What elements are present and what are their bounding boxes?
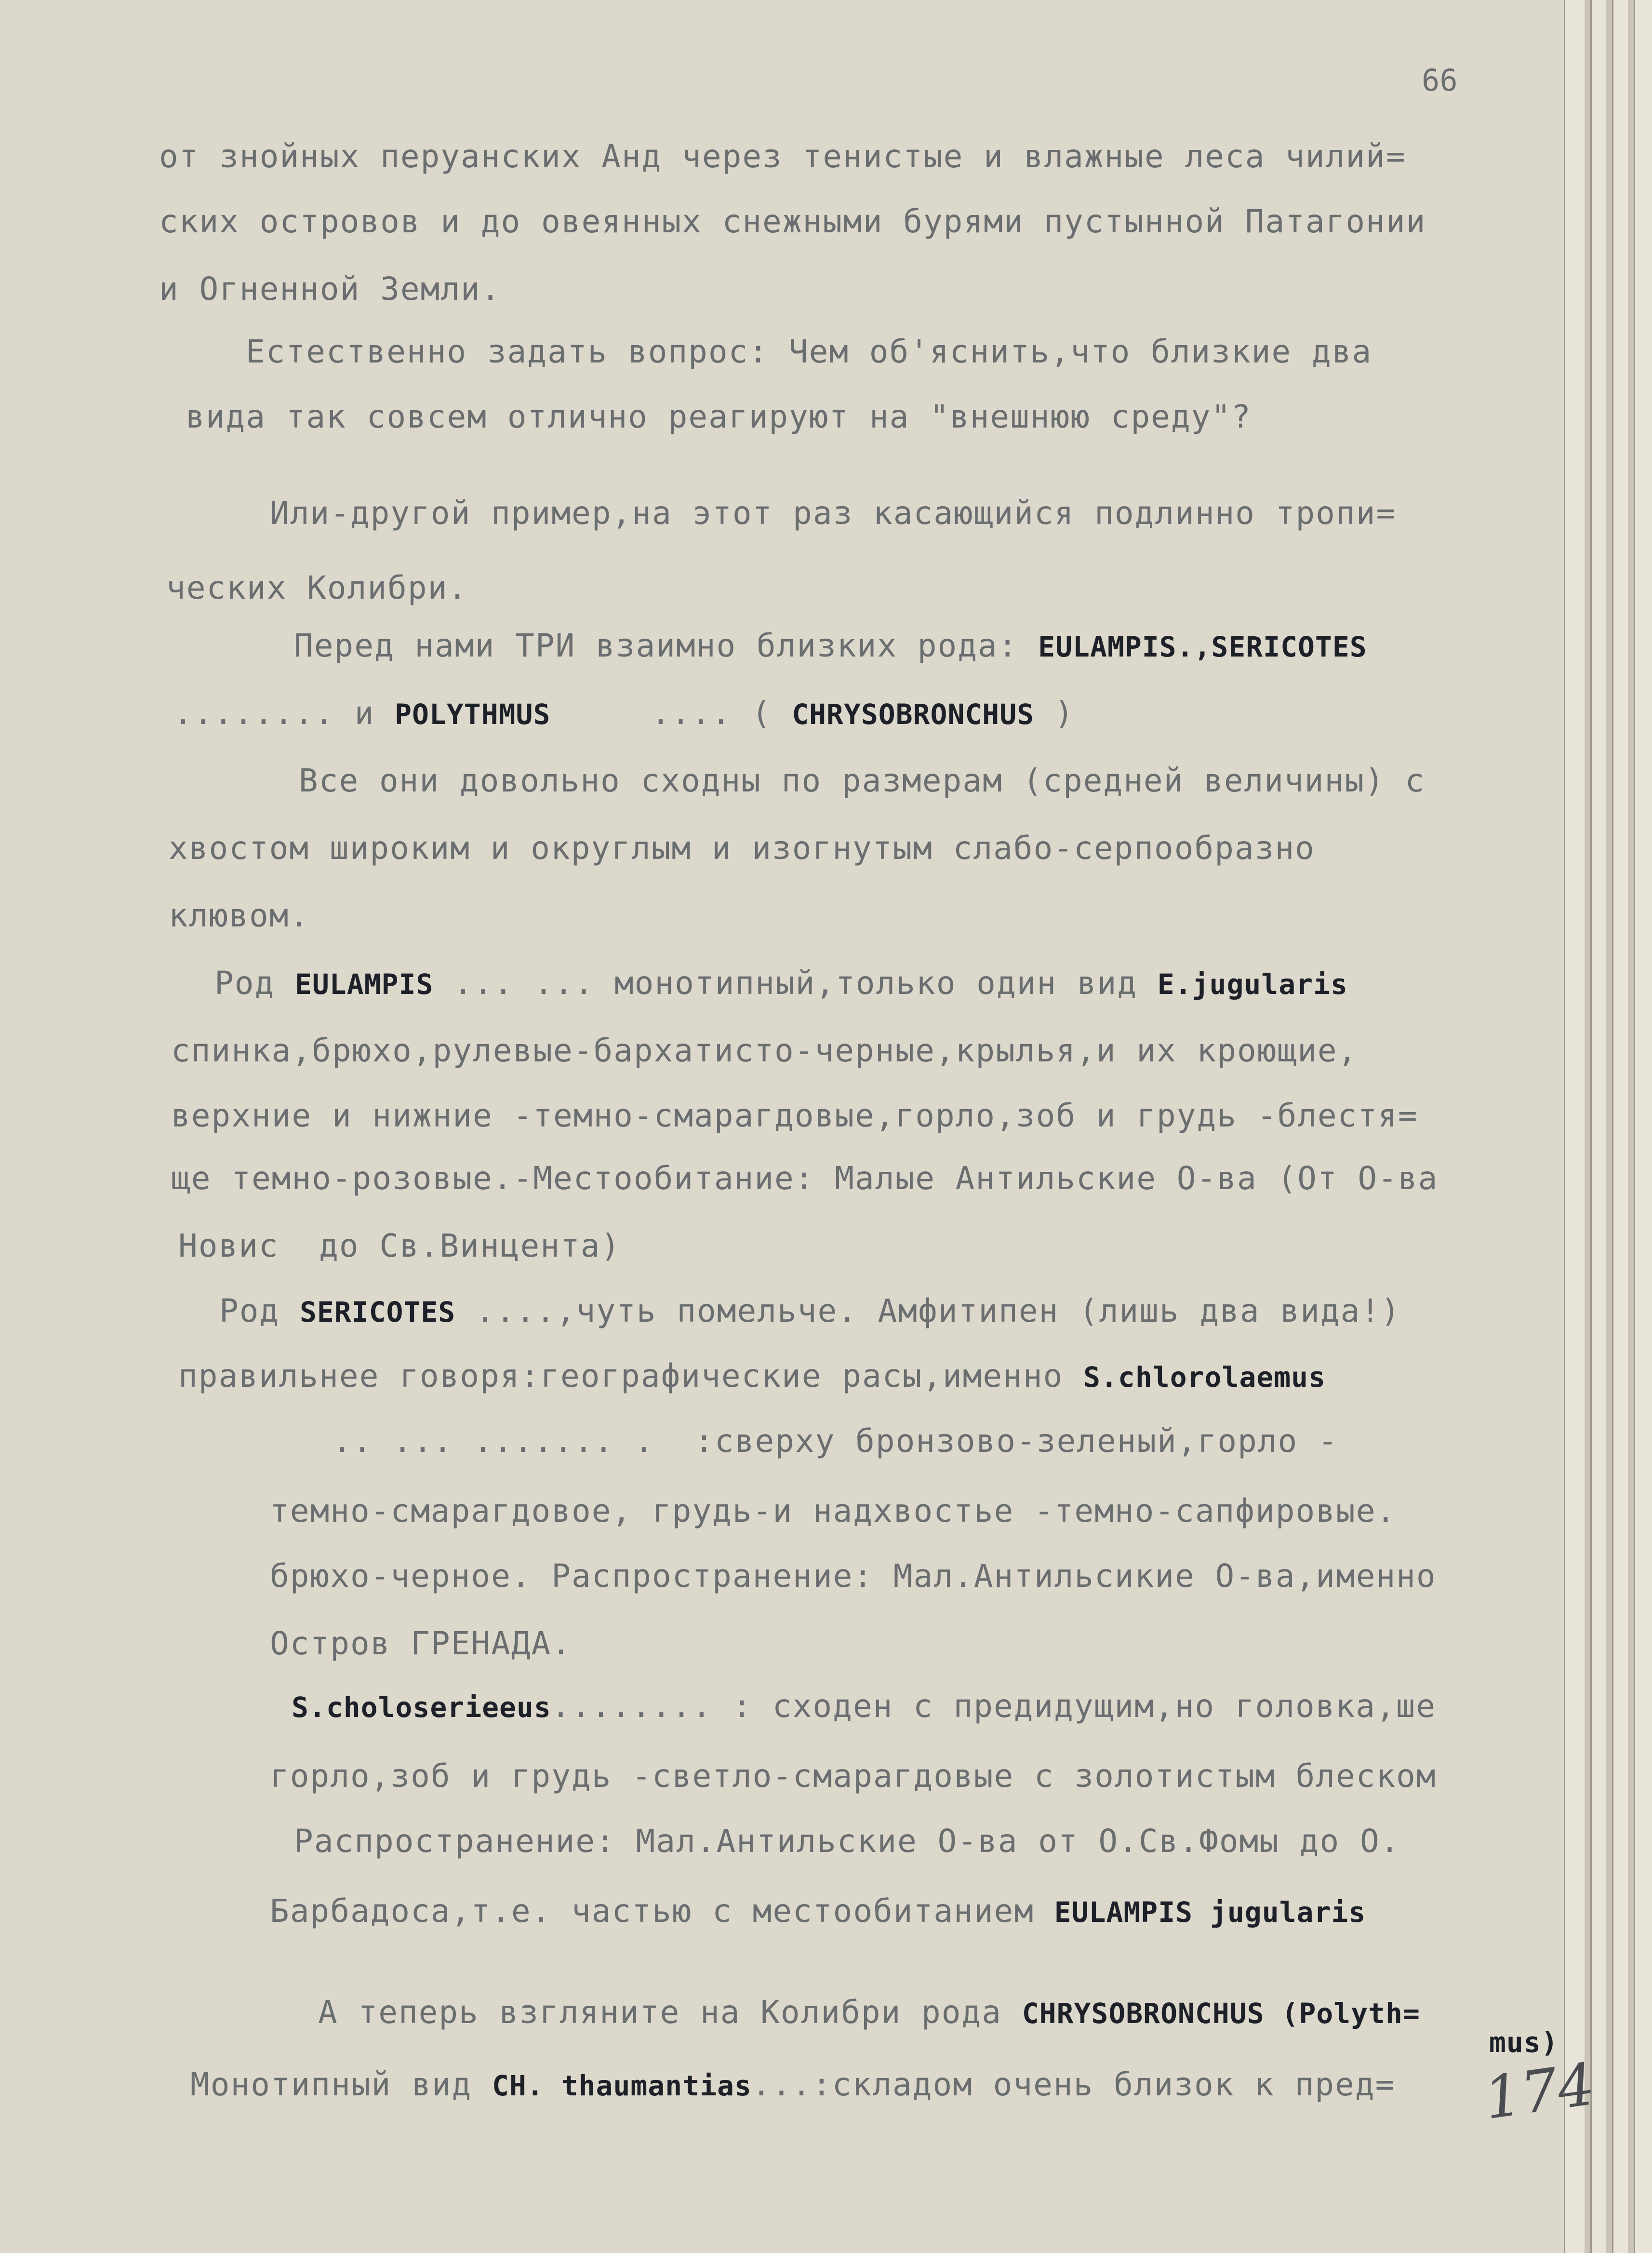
- genus-name-continuation: mus): [1489, 2026, 1559, 2059]
- text-line: [219, 1292, 1401, 1331]
- text-line: Или-другой пример,на этот раз касающийся подлинно тропи=: [270, 495, 1397, 532]
- text-line: [173, 694, 1075, 734]
- archive-page-number: 174: [1480, 2051, 1599, 2133]
- species-name: S.chlorolaemus: [1083, 1361, 1326, 1394]
- species-name: S.choloserieeus: [292, 1691, 551, 1724]
- text-segment: ........ : сходен с предидущим,но головка,ше: [551, 1688, 1437, 1725]
- text-segment: Перед нами ТРИ взаимно близких рода:: [294, 627, 1039, 664]
- text-segment: ...:складом очень близок к пред=: [751, 2066, 1396, 2103]
- text-line: хвостом широким и округлым и изогнутым слабо-серпообразно: [169, 830, 1315, 867]
- text-line: ще темно-розовые.-Местообитание: Малые Антильские О-ва (От О-ва: [171, 1160, 1439, 1197]
- page-stack-edge: [1634, 0, 1652, 2253]
- text-segment: .... (: [550, 695, 792, 732]
- text-line: [292, 1687, 1436, 1727]
- text-segment: Род: [214, 965, 295, 1002]
- text-line: .. ... ....... . :сверху бронзово-зеленый,горло -: [333, 1422, 1338, 1460]
- text-line: [294, 627, 1367, 666]
- text-line: брюхо-черное. Распространение: Мал.Антильсикие О-ва,именно: [270, 1557, 1437, 1595]
- text-line: от знойных перуанских Анд через тенистые и влажные леса чилий=: [159, 138, 1406, 175]
- text-line: клювом.: [169, 897, 310, 934]
- genus-name: SERICOTES: [299, 1296, 456, 1328]
- text-segment: ....,чуть помельче. Амфитипен (лишь два вида!): [455, 1292, 1401, 1329]
- text-line: [318, 1993, 1420, 2033]
- genus-names: EULAMPIS.,SERICOTES: [1038, 630, 1367, 663]
- text-line: Остров ГРЕНАДА.: [270, 1625, 572, 1662]
- text-segment: А теперь взгляните на Колибри рода: [318, 1994, 1022, 2031]
- text-segment: ........ и: [173, 695, 395, 732]
- text-line: [190, 2065, 1395, 2105]
- page-stack-edge: [1564, 0, 1585, 2253]
- text-line: [214, 964, 1348, 1004]
- text-segment: ): [1034, 695, 1075, 732]
- text-segment: Барбадоса,т.е. частью с местообитанием: [270, 1892, 1054, 1930]
- text-line: темно-смарагдовое, грудь-и надхвостье -темно-сапфировые.: [270, 1492, 1397, 1529]
- text-segment: Род: [219, 1292, 300, 1329]
- species-name: E.jugularis: [1157, 968, 1348, 1001]
- text-line: ческих Колибри.: [166, 569, 468, 606]
- text-segment: правильнее говоря:географические расы,именно: [178, 1357, 1084, 1395]
- text-line: верхние и нижние -темно-смарагдовые,горло,зоб и грудь -блестя=: [171, 1097, 1418, 1134]
- species-name: CH. thaumantias: [492, 2069, 752, 2102]
- page-number: 66: [1422, 63, 1458, 98]
- genus-name: EULAMPIS: [294, 968, 434, 1001]
- text-line: ских островов и до овеянных снежными бурями пустынной Патагонии: [159, 203, 1426, 240]
- text-line: [270, 1892, 1366, 1931]
- text-segment: ... ... монотипный,только один вид: [433, 965, 1158, 1002]
- text-segment: Монотипный вид: [190, 2066, 493, 2103]
- text-line: Все они довольно сходны по размерам (средней величины) с: [299, 762, 1426, 799]
- genus-name: POLYTHMUS: [395, 698, 551, 731]
- genus-name: CHRYSOBRONCHUS: [792, 698, 1035, 731]
- text-line: горло,зоб и грудь -светло-смарагдовые с золотистым блеском: [270, 1757, 1437, 1795]
- text-line: Естественно задать вопрос: Чем об'яснить,что близкие два: [246, 333, 1372, 370]
- text-line: Новис до Св.Винцента): [178, 1227, 621, 1264]
- page-stack-edge: [1590, 0, 1606, 2253]
- text-line: Распространение: Мал.Антильские О-ва от О.Св.Фомы до О.: [294, 1823, 1400, 1860]
- text-line: вида так совсем отлично реагируют на "внешнюю среду"?: [186, 398, 1252, 435]
- species-name: EULAMPIS jugularis: [1054, 1896, 1366, 1929]
- page-stack-edge: [1612, 0, 1628, 2253]
- text-line: и Огненной Земли.: [159, 270, 501, 308]
- text-line: [178, 1357, 1326, 1396]
- genus-name: CHRYSOBRONCHUS (Polyth=: [1022, 1997, 1420, 2030]
- text-line: [1489, 2022, 1559, 2062]
- text-line: спинка,брюхо,рулевые-бархатисто-черные,крылья,и их кроющие,: [171, 1032, 1358, 1069]
